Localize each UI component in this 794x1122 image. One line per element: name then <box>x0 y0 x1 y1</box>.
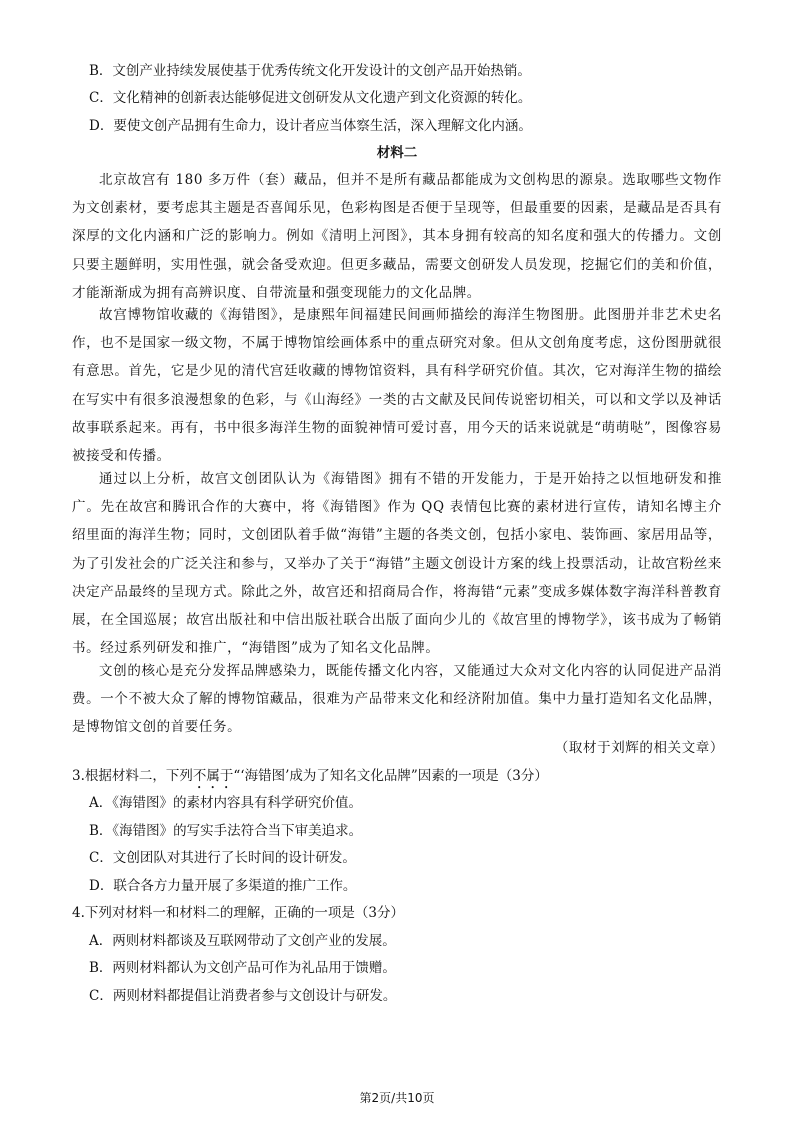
question-3-stem-end: “‘海错图’成为了知名文化品牌”因素的一项是（3分） <box>233 768 548 784</box>
question-3-option-a: A．《海错图》的素材内容具有科学研究价值。 <box>89 795 362 811</box>
question-4-option-a: A．两则材料都谈及互联网带动了文创产业的发展。 <box>89 933 396 949</box>
paragraph-3: 通过以上分析，故宫文创团队认为《海错图》拥有不错的开发能力，于是开始持之以恒地研发和推广。先在故宫和腾讯合作的大赛中，将《海错图》作为 QQ 表情包比赛的素材进行宣传，请知名博主介绍里面的海洋生物；同时，文创团队着手做“海错”主题的各类文创，包括小家电、装饰画、家居用品等，为了引发社会的广泛关注和参与，又举办了关于“海错”主题文创设计方案的线上投票活动，让故宫粉丝来决定产品最终的呈现方式。除此之外，故宫还和招商局合作，将海错“元素”变成多媒体数字海洋科普教育展，在全国巡展；故宫出版社和中信出版社联合出版了面向少儿的《故宫里的博物学》，该书成为了畅销书。经过系列研发和推广，“海错图”成为了知名文化品牌。 <box>72 471 722 657</box>
paragraph-1: 北京故宫有 180 多万件（套）藏品，但并不是所有藏品都能成为文创构思的源泉。选取哪些文物作为文创素材，要考虑其主题是否喜闻乐见，色彩构图是否便于呈现等，但最重要的因素，是藏品是否具有深厚的文化内涵和广泛的影响力。例如《清明上河图》，其本身拥有较高的知名度和强大的传播力。文创只要主题鲜明，实用性强，就会备受欢迎。但更多藏品，需要文创研发人员发现，挖掘它们的美和价值，才能渐渐成为拥有高辨识度、自带流量和强变现能力的文化品牌。 <box>72 172 722 301</box>
question-4-option-b: B．两则材料都认为文创产品可作为礼品用于馈赠。 <box>89 960 396 976</box>
material-heading: 材料二 <box>376 145 418 161</box>
prev-option-c: C．文化精神的创新表达能够促进文创研发从文化遗产到文化资源的转化。 <box>89 90 532 106</box>
prev-option-b: B．文创产业持续发展使基于优秀传统文化开发设计的文创产品开始热销。 <box>89 63 531 79</box>
question-3-option-b: B．《海错图》的写实手法符合当下审美追求。 <box>89 823 363 839</box>
source-note: （取材于刘辉的相关文章） <box>554 740 724 756</box>
prev-option-d: D．要使文创产品拥有生命力，设计者应当体察生活，深入理解文化内涵。 <box>89 118 532 134</box>
question-3-stem <box>72 766 732 792</box>
question-3-option-d: D．联合各方力量开展了多渠道的推广工作。 <box>89 878 357 894</box>
paragraph-4: 文创的核心是充分发挥品牌感染力，既能传播文化内容，又能通过大众对文化内容的认同促进产品消费。一个不被大众了解的博物馆藏品，很难为产品带来文化和经济附加值。集中力量打造知名文化品牌，是博物馆文创的首要任务。 <box>72 663 722 736</box>
question-3-option-c: C．文创团队对其进行了长时间的设计研发。 <box>89 850 356 866</box>
question-4-stem: 4.下列对材料一和材料二的理解，正确的一项是（3分） <box>72 905 404 921</box>
question-3-stem-start: 3.根据材料二，下列 <box>72 768 193 784</box>
question-3-emphasis: 不属于 <box>192 768 234 784</box>
paragraph-2: 故宫博物馆收藏的《海错图》，是康熙年间福建民间画师描绘的海洋生物图册。此图册并非艺术史名作，也不是国家一级文物，不属于博物馆绘画体系中的重点研究对象。但从文创角度考虑，这份图册就很有意思。首先，它是少见的清代宫廷收藏的博物馆资料，具有科学研究价值。其次，它对海洋生物的描绘在写实中有很多浪漫想象的色彩，与《山海经》一类的古文献及民间传说密切相关，可以和文学以及神话故事联系起来。再有，书中很多海洋生物的面貌神情可爱讨喜，用今天的话来说就是“萌萌哒”，图像容易被接受和传播。 <box>72 307 722 465</box>
question-4-option-c: C．两则材料都提倡让消费者参与文创设计与研发。 <box>89 988 397 1004</box>
page-footer: 第2页/共10页 <box>359 1091 435 1105</box>
